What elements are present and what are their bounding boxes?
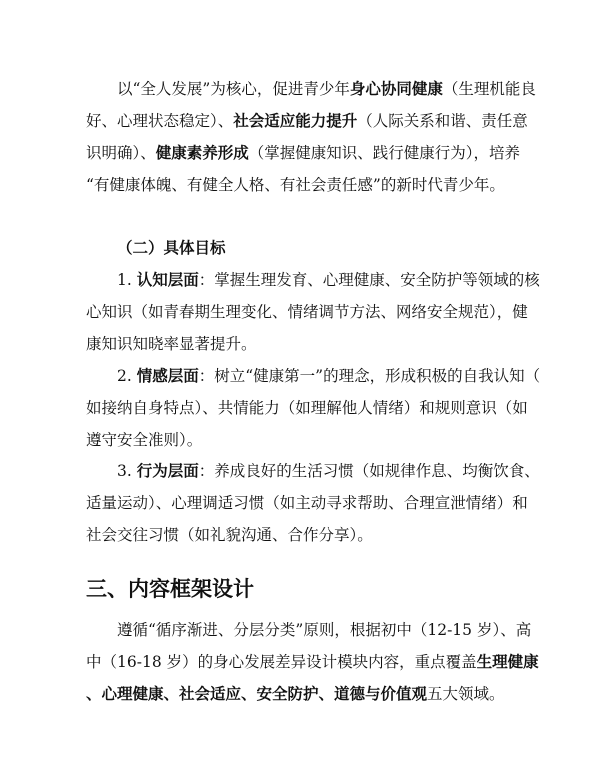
content-framework-paragraph [86, 614, 539, 710]
section-heading-content-framework: 三、内容框架设计 [86, 577, 254, 601]
intro-text: （掌握健康知识、践行健康行为），培养 [248, 144, 521, 162]
framework-line-3 [86, 678, 518, 710]
goal-item-line: 社会交往习惯（如礼貌沟通、合作分享）。 [86, 526, 373, 544]
intro-bold-term: 社会适应能力提升 [233, 111, 358, 130]
goal-label: 认知层面 [136, 270, 199, 289]
intro-text: 识明确）、 [86, 144, 156, 162]
goal-item-line: 康知识知晓率显著提升。 [86, 335, 257, 353]
goal-item-behavioral [86, 455, 540, 551]
framework-text: 五大领域。 [427, 685, 505, 703]
intro-line-2 [86, 105, 528, 137]
framework-line-2 [86, 646, 539, 678]
goal-label: 情感层面 [136, 366, 199, 385]
framework-bold-term: 、心理健康、社会适应、安全防护、道德与价值观 [86, 684, 428, 703]
goal-label: 行为层面 [136, 461, 199, 480]
goal-item-line [86, 264, 540, 296]
goal-item-line: 心知识（如青春期生理变化、情绪调节方法、网络安全规范），健 [86, 303, 528, 321]
intro-line-1 [86, 73, 536, 105]
goal-item-line [86, 455, 540, 487]
intro-line-4: “有健康体魄、有健全人格、有社会责任感”的新时代青少年。 [86, 176, 505, 194]
goal-item-emotional [86, 360, 541, 456]
goal-item-line: 适量运动）、心理调适习惯（如主动寻求帮助、合理宣泄情绪）和 [86, 494, 528, 512]
intro-paragraph [86, 73, 536, 201]
subheading-specific-goals: （二）具体目标 [117, 238, 226, 257]
goal-text: ：养成良好的生活习惯（如规律作息、均衡饮食、 [198, 462, 540, 480]
intro-text: 以“全人发展”为核心，促进青少年 [117, 80, 350, 98]
goal-text: ：树立“健康第一”的理念，形成积极的自我认知（ [198, 367, 541, 385]
intro-bold-term: 健康素养形成 [155, 143, 249, 162]
intro-line-3 [86, 137, 521, 169]
goal-item-line [86, 360, 541, 392]
goal-item-line: 遵守安全准则）。 [86, 431, 203, 449]
goal-number: 1. [117, 271, 137, 289]
framework-text: 中（16-18 岁）的身心发展差异设计模块内容，重点覆盖 [86, 653, 477, 671]
goal-number: 3. [117, 462, 137, 480]
framework-line-1: 遵循“循序渐进、分层分类”原则，根据初中（12-15 岁）、高 [117, 621, 532, 639]
intro-text: （生理机能良 [442, 80, 536, 98]
goal-text: ：掌握生理发育、心理健康、安全防护等领域的核 [198, 271, 540, 289]
intro-text: 好、心理状态稳定）、 [86, 112, 234, 130]
intro-text: （人际关系和谐、责任意 [357, 112, 528, 130]
goal-number: 2. [117, 367, 137, 385]
framework-bold-term: 生理健康 [476, 652, 539, 671]
goal-item-cognitive [86, 264, 540, 360]
goal-item-line: 如接纳自身特点）、共情能力（如理解他人情绪）和规则意识（如 [86, 399, 528, 417]
intro-bold-term: 身心协同健康 [349, 79, 443, 98]
